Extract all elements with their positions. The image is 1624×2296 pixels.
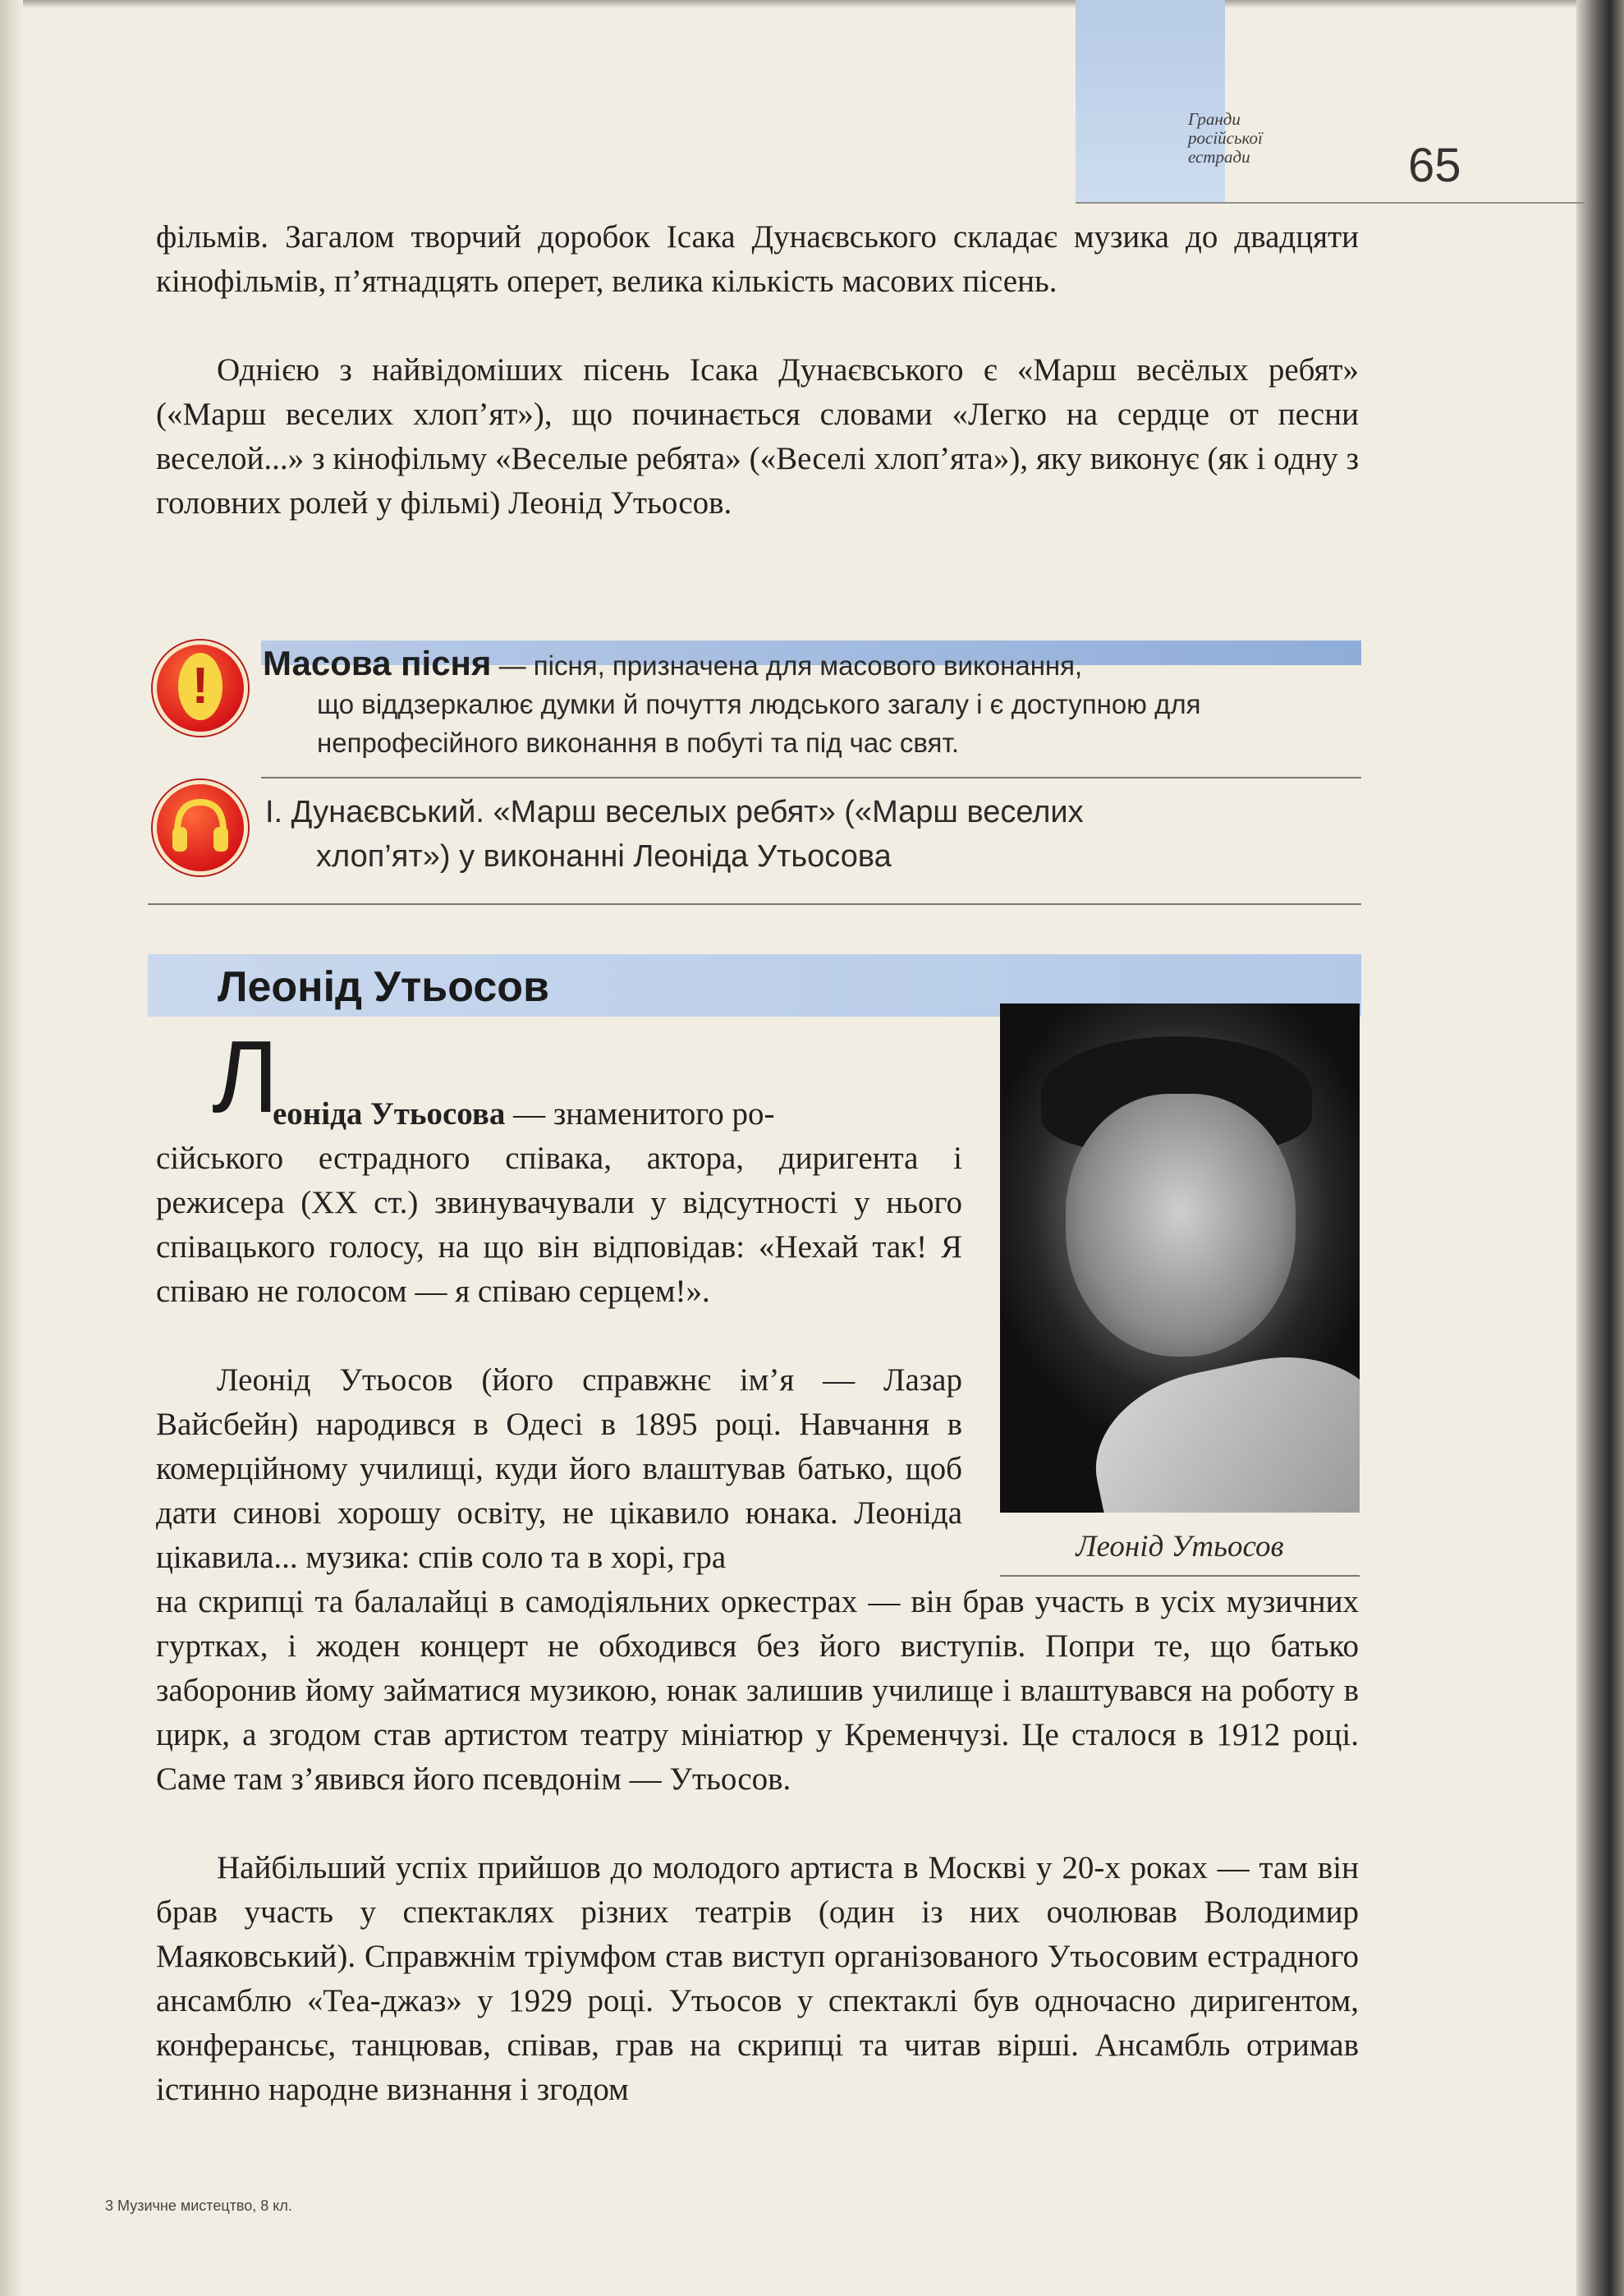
running-header-line: Гранди	[1188, 109, 1241, 129]
paragraph	[156, 1358, 962, 1580]
page-edge	[1576, 0, 1624, 2296]
running-header-line: російської	[1188, 128, 1263, 148]
divider	[261, 777, 1361, 778]
drop-cap: Л	[212, 1021, 279, 1134]
definition-text: — пісня, призначена для масового виконання,	[491, 650, 1083, 681]
running-header	[1188, 110, 1319, 167]
paragraph	[156, 215, 1359, 304]
photo-shoulder	[1080, 1336, 1360, 1513]
paragraph-text: Леонід Утьосов (його справжнє ім’я — Лазар Вайсбейн) народився в Одесі в 1895 році. Навчання в комерційному училищі, куди його влаштував батько, щоб дати синові хорошу освіту, не цікавило юнака. Леоніда цікавила... музика: спів соло та в хорі, гра	[156, 1362, 962, 1575]
page-gutter-shadow	[0, 0, 23, 2296]
bold-name: еоніда Утьосова	[273, 1096, 506, 1132]
exclamation-icon	[153, 641, 248, 736]
paragraph-text: — знаменитого ро-	[505, 1096, 775, 1132]
portrait-photo	[1000, 1003, 1360, 1513]
listening-line: І. Дунаєвський. «Марш веселых ребят» («Марш веселих	[265, 795, 1084, 829]
paragraph-text: сійського естрадного співака, актора, диригента і режисера (XX ст.) звинувачували у відсутності у нього співацького голосу, на що він відповідав: «Нехай так! Я співаю не голосом — я співаю серцем!».	[156, 1141, 962, 1309]
header-color-band	[1076, 0, 1225, 204]
paragraph	[156, 348, 1359, 526]
caption-rule	[1000, 1575, 1360, 1577]
page-number: 65	[1408, 139, 1461, 192]
footer-signature: 3 Музичне мистецтво, 8 кл.	[105, 2197, 292, 2214]
section-title: Леонід Утьосов	[218, 963, 549, 1011]
paragraph	[156, 1846, 1359, 2112]
exclamation-glyph: !	[178, 653, 222, 720]
listening-assignment	[265, 790, 1333, 879]
definition-text-continued: що віддзеркалює думки й почуття людського загалу і є доступною для непрофесійного виконання в побуті та під час свят.	[317, 689, 1201, 758]
headphones-glyph	[167, 794, 233, 860]
paragraph	[156, 1580, 1359, 1802]
headphones-icon	[153, 780, 248, 875]
page-top-edge	[0, 0, 1624, 8]
photo-caption: Леонід Утьосов	[1076, 1530, 1284, 1564]
paragraph-text: фільмів. Загалом творчий доробок Ісака Дунаєвського складає музика до двадцяти кінофільмів, п’ятнадцять оперет, велика кількість масових пісень.	[156, 219, 1359, 299]
running-header-line: естради	[1188, 147, 1250, 167]
paragraph-lead	[273, 1092, 962, 1137]
definition-box	[263, 644, 1363, 762]
paragraph-text: на скрипці та балалайці в самодіяльних оркестрах — він брав участь в усіх музичних гуртках, і жоден концерт не обходився без його виступів. Попри те, що батько заборонив йому займатися музикою, юнак залишив училище і влаштувався на роботу в цирк, а згодом став артистом театру мініатюр у Кременчузі. Це сталося в 1912 році. Саме там з’явився його псевдонім — Утьосов.	[156, 1584, 1359, 1797]
photo-face	[1066, 1094, 1296, 1357]
listening-line: хлоп’ят») у виконанні Леоніда Утьосова	[316, 839, 892, 874]
paragraph-text: Найбільший успіх прийшов до молодого артиста в Москві у 20-х роках — там він брав участь у спектаклях різних театрів (один із них очолював Володимир Маяковський). Справжнім тріумфом став виступ організованого Утьосовим естрадного ансамблю «Теа-джаз» у 1929 році. Утьосов у спектаклі був одночасно диригентом, конферансьє, танцював, співав, грав на скрипці та читав вірші. Ансамбль отримав істинно народне визнання і згодом	[156, 1850, 1359, 2107]
paragraph	[156, 1137, 962, 1314]
divider	[148, 903, 1361, 905]
header-rule	[1076, 202, 1585, 204]
definition-term: Масова пісня	[263, 644, 492, 682]
paragraph-text: Однією з найвідоміших пісень Ісака Дунаєвського є «Марш весёлых ребят» («Марш веселих хлоп’ят»), що починається словами «Легко на сердце от песни веселой...» з кінофільму «Веселые ребята» («Веселі хлоп’ята»), яку виконує (як і одну з головних ролей у фільмі) Леонід Утьосов.	[156, 352, 1359, 521]
